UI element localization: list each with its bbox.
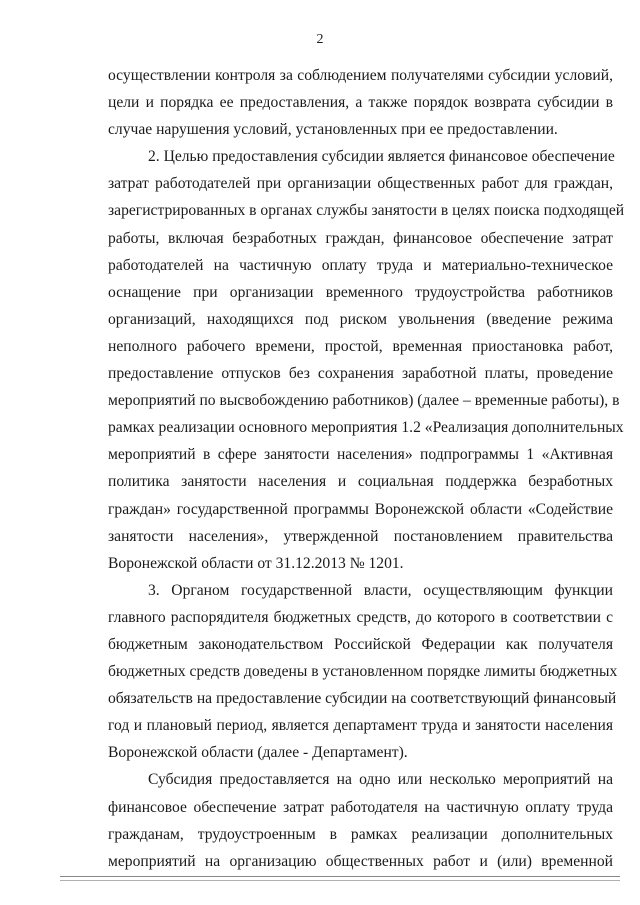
- text-line: неполного рабочего времени, простой, временная приостановка работ,: [108, 337, 613, 355]
- text-line: 3. Органом государственной власти, осуществляющим функции: [148, 581, 613, 599]
- text-line: затрат работодателей при организации общественных работ для граждан,: [108, 175, 613, 193]
- text-line: финансовое обеспечение затрат работодателя на частичную оплату труда: [108, 798, 613, 816]
- footer-rule: [60, 876, 620, 877]
- footer-rule-secondary: [60, 880, 620, 881]
- text-line: работодателей на частичную оплату труда и материально-техническое: [108, 256, 613, 274]
- text-line: оснащение при организации временного трудоустройства работников: [108, 283, 613, 301]
- text-line: Воронежской области от 31.12.2013 № 1201.: [108, 554, 404, 572]
- text-line: осуществлении контроля за соблюдением получателями субсидии условий,: [108, 67, 613, 84]
- text-line: случае нарушения условий, установленных при ее предоставлении.: [108, 121, 558, 139]
- text-line: предоставление отпусков без сохранения заработной платы, проведение: [108, 365, 613, 383]
- text-line: рамках реализации основного мероприятия 1.2 «Реализация дополнительных: [108, 419, 624, 437]
- text-line: граждан» государственной программы Воронежской области «Содействие: [108, 500, 613, 518]
- text-line: Субсидия предоставляется на одно или несколько мероприятий на: [148, 771, 613, 789]
- page-number: 2: [316, 32, 324, 47]
- document-body: [108, 62, 625, 875]
- text-line: мероприятий на организацию общественных работ и (или) временной: [108, 852, 613, 870]
- text-line: занятости населения», утвержденной постановлением правительства: [108, 527, 613, 545]
- text-line: мероприятий по высвобождению работников) (далее – временные работы), в: [108, 392, 620, 410]
- text-line: цели и порядка ее предоставления, а также порядок возврата субсидии в: [108, 94, 613, 112]
- text-line: Воронежской области (далее - Департамент).: [108, 744, 408, 762]
- text-line: мероприятий в сфере занятости населения» подпрограммы 1 «Активная: [108, 446, 613, 464]
- text-line: главного распорядителя бюджетных средств, до которого в соответствии с: [108, 608, 613, 626]
- text-line: бюджетных средств доведены в установленном порядке лимиты бюджетных: [108, 663, 618, 681]
- text-line: год и плановый период, является департамент труда и занятости населения: [108, 717, 613, 735]
- text-line: гражданам, трудоустроенным в рамках реализации дополнительных: [108, 825, 613, 843]
- text-line: 2. Целью предоставления субсидии является финансовое обеспечение: [148, 148, 615, 166]
- text-line: организаций, находящихся под риском увольнения (введение режима: [108, 310, 613, 328]
- text-line: бюджетным законодательством Российской Федерации как получателя: [108, 635, 613, 653]
- text-line: политика занятости населения и социальная поддержка безработных: [108, 473, 613, 491]
- text-line: обязательств на предоставление субсидии на соответствующий финансовый: [108, 690, 617, 708]
- text-line: зарегистрированных в органах службы занятости в целях поиска подходящей: [108, 202, 625, 220]
- text-line: работы, включая безработных граждан, финансовое обеспечение затрат: [108, 229, 613, 247]
